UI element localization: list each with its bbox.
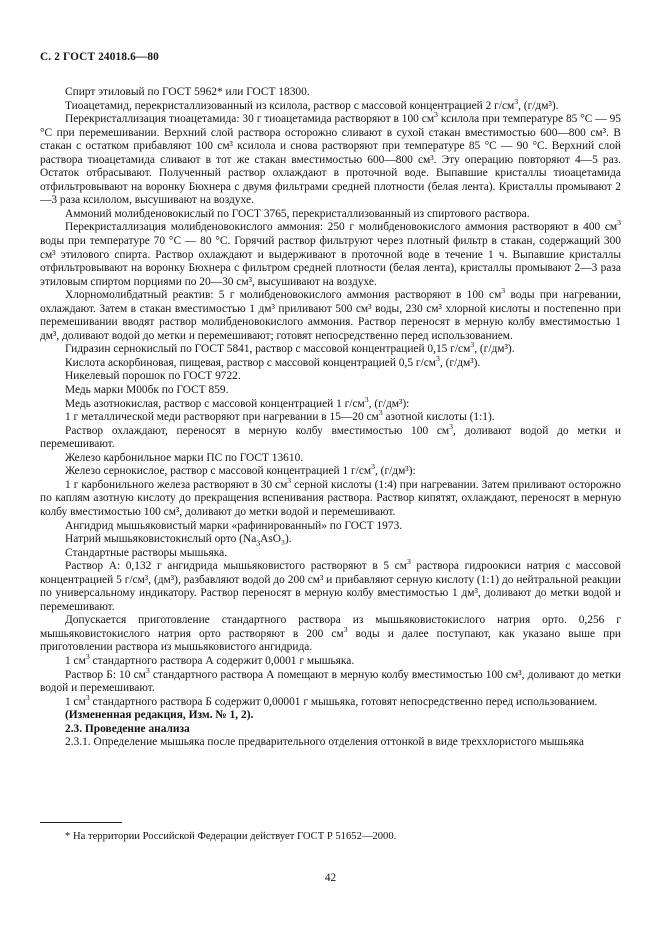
body-text-block [40, 86, 621, 750]
paragraph-concentration-solution-a: 1 $см^3$ стандартного раствора А содержит 0,0001 г мышьяка. [65, 652, 355, 667]
paragraph-section-2-3-1: 2.3.1. Определение мышьяка после предварительного отделения оттонкой в виде треххлористого мышьяка [65, 736, 584, 749]
paragraph-alternative-preparation: Допускается приготовление стандартного раствора из мышьяковистокислого натрия орто. 0,256 г мышьяковистокислого натрия орто растворяют в 200 $см^3$ воды и далее поступают, как указано выше при приготовлении раствора из мышьяковистого ангидрида. [40, 614, 621, 654]
paragraph-recrystallization-thioacetamide: Перекристаллизация тиоацетамида: 30 г тиоацетамида растворяют в 100 $см^3$ ксилола при температуре 85 °С — 95 °С при перемешивании. Верхний слой раствора осторожно сливают в сухой стакан вместимостью 600—800 см³. В стакан с остатком прибавляют 100 см³ ксилола и снова растворяют при температуре 85 °С — 90 °С. Верхний слой раствора тиоацетамида сливают в тот же стакан вместимостью 600—800 см³. Эту операцию повторяют 4—5 раз. Остаток отбрасывают. Полученный раствор охлаждают в проточной воде. Выпавшие кристаллы тиоацетамида отфильтровывают на воронку Бюхнера с двумя фильтрами средней плотности (белая лента). Кристаллы промывают 2—3 раза ксилолом, высушивают на воздухе. [40, 110, 621, 207]
paragraph-ascorbic-acid: Кислота аскорбиновая, пищевая, раствор с массовой концентрацией 0,5 $г/см^3$, (г/дм³). [65, 354, 481, 369]
paragraph-standard-solutions-heading: Стандартные растворы мышьяка. [65, 546, 228, 559]
paragraph-ammonium-molybdate: Аммоний молибденовокислый по ГОСТ 3765, перекристаллизованный из спиртового раствора. [65, 207, 530, 220]
paragraph-thioacetamide: Тиоацетамид, перекристаллизованный из ксилола, раствор с массовой концентрацией 2 $г/см^3$, (г/дм³). [65, 96, 559, 112]
footnote-separator-rule [40, 822, 122, 823]
paragraph-chloromolybdate-reagent: Хлорномолибдатный реактив: 5 г молибденовокислого аммония растворяют в 100 $см^3$ воды при нагревании, охлаждают. Затем в стакан вместимостью 1 дм³ приливают 500 см³ воды, 230 см³ хлорной кислоты и постепенно при перемешивании вводят раствор молибденовокислого аммония. Раствор переносят в мерную колбу вместимостью 1 дм³, доливают водой до метки и перемешивают; готовят непосредственно перед использованием. [40, 286, 621, 342]
page-number: 42 [324, 872, 337, 884]
paragraph-ethanol: Спирт этиловый по ГОСТ 5962* или ГОСТ 18300. [65, 86, 310, 98]
paragraph-concentration-solution-b: 1 $см^3$ стандартного раствора Б содержит 0,00001 г мышьяка, готовят непосредственно перед использованием. [65, 692, 598, 708]
paragraph-section-2-3-heading: 2.3. Проведение анализа [65, 722, 190, 735]
paragraph-carbonyl-iron: Железо карбонильное марки ПС по ГОСТ 13610. [65, 451, 304, 464]
paragraph-sodium-arsenite: Натрий мышьяковистокислый орто $(Na_3AsO_3)$. [65, 533, 292, 548]
paragraph-revision-note: (Измененная редакция, Изм. № 1, 2). [65, 709, 254, 722]
paragraph-iron-sulfate: Железо сернокислое, раствор с массовой концентрацией 1 $г/см^3$, (г/дм³): [65, 462, 416, 478]
running-head: С. 2 ГОСТ 24018.6—80 [40, 51, 159, 63]
paragraph-arsenous-anhydride: Ангидрид мышьяковистый марки «рафинированный» по ГОСТ 1973. [65, 519, 403, 532]
paragraph-solution-a: Раствор А: 0,132 г ангидрида мышьяковистого растворяют в 5 $см^3$ раствора гидроокиси натрия с массовой концентрацией 5 г/см³, (дм³), разбавляют водой до 200 см³ и прибавляют серную кислоту (1:1) до нейтральной реакции по универсальному индикатору. Раствор переносят в мерную колбу вместимостью 1 дм³, доливают до метки водой и перемешивают. [40, 557, 621, 613]
paragraph-copper-cooling: Раствор охлаждают, переносят в мерную колбу вместимостью 100 $см^3$, доливают водой до метки и перемешивают. [40, 421, 621, 451]
paragraph-iron-dissolution: 1 г карбонильного железа растворяют в 30 $см^3$ серной кислоты (1:4) при нагревании. Затем приливают осторожно по каплям азотную кислоту до прекращения вспенивания раствора. Раствор кипятят, охлаждают, переносят в мерную колбу вместимостью 100 см³, доливают до метки водой и перемешивают. [40, 476, 621, 518]
paragraph-solution-b: Раствор Б: 10 $см^3$ стандартного раствора А помещают в мерную колбу вместимостью 100 см³, доливают до метки водой и перемешивают. [40, 665, 621, 695]
paragraph-nickel-powder: Никелевый порошок по ГОСТ 9722. [65, 370, 241, 383]
footnote-text: * На территории Российской Федерации действует ГОСТ Р 51652—2000. [65, 831, 397, 842]
paragraph-copper-dissolution: 1 г металлической меди растворяют при нагревании в 15—20 $см^3$ азотной кислоты (1:1). [65, 408, 495, 424]
paragraph-hydrazine-sulfate: Гидразин сернокислый по ГОСТ 5841, раствор с массовой концентрацией 0,15 $г/см^3$, (г/дм³). [65, 340, 515, 356]
paragraph-recrystallization-ammonium-molybdate: Перекристаллизация молибденовокислого аммония: 250 г молибденовокислого аммония растворяют в 400 $см^3$ воды при температуре 70 °С — 80 °С. Горячий раствор фильтруют через плотный фильтр в стакан, содержащий 300 см³ этилового спирта. Раствор охлаждают и выдерживают в проточной воде в течение 1 ч. Выпавшие кристаллы отфильтровывают на воронку Бюхнера с фильтром средней плотности (белая лента), кристаллы промывают 2—3 раза этиловым спиртом порциями по 20—30 см³, высушивают на воздухе. [40, 218, 621, 288]
paragraph-copper-nitrate: Медь азотнокислая, раствор с массовой концентрацией 1 $г/см^3$, (г/дм³): [65, 394, 410, 410]
paragraph-copper-grade: Медь марки М00бк по ГОСТ 859. [65, 384, 229, 397]
